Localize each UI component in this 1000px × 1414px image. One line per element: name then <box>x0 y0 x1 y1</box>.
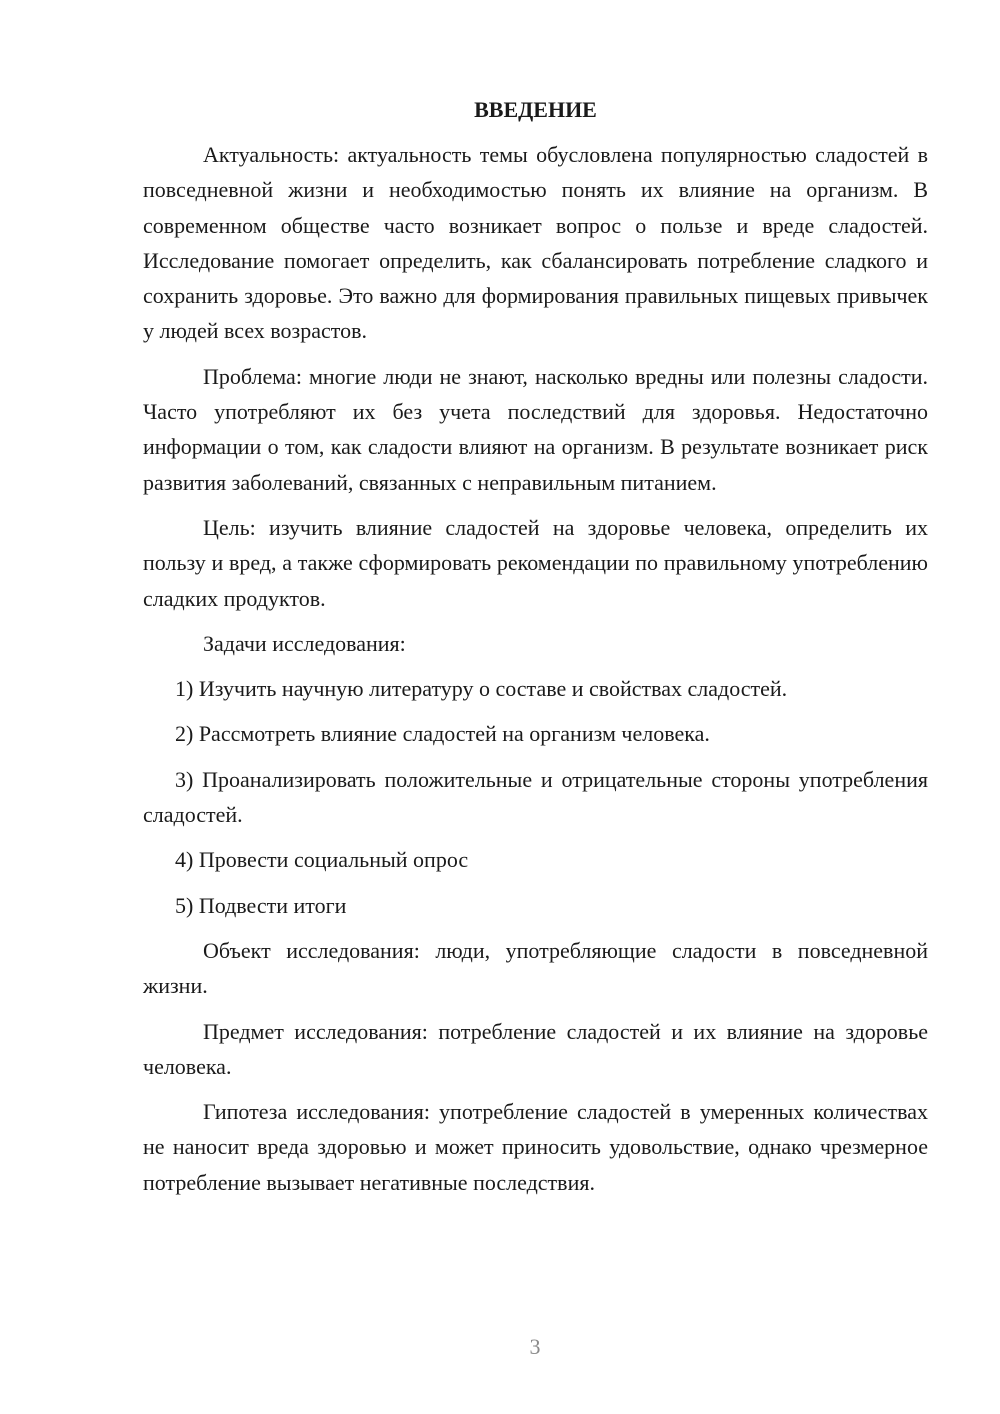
paragraph-subject: Предмет исследования: потребление сладостей и их влияние на здоровье человека. <box>143 1018 928 1079</box>
page-number: 3 <box>529 1334 541 1359</box>
task-item-3: 3) Проанализировать положительные и отрицательные стороны употребления сладостей. <box>143 766 928 828</box>
paragraph-goal: Цель: изучить влияние сладостей на здоровье человека, определить их пользу и вред, а также сформировать рекомендации по правильному употреблению сладких продуктов. <box>143 514 928 611</box>
task-item-1: 1) Изучить научную литературу о составе и свойствах сладостей. <box>175 676 788 702</box>
tasks-heading: Задачи исследования: <box>203 630 406 656</box>
paragraph-relevance: Актуальность: актуальность темы обусловлена популярностью сладостей в повседневной жизни и необходимостью понять их влияние на организм. В современном обществе часто возникает вопрос о пользе и вреде сладостей. Исследование помогает определить, как сбалансировать потребление сладкого и сохранить здоровье. Это важно для формирования правильных пищевых привычек у людей всех возрастов. <box>143 142 928 344</box>
page-title: ВВЕДЕНИЕ <box>474 97 597 122</box>
paragraph-problem: Проблема: многие люди не знают, насколько вредны или полезны сладости. Часто употребляют их без учета последствий для здоровья. Недостаточно информации о том, как сладости влияют на организм. В результате возникает риск развития заболеваний, связанных с неправильным питанием. <box>143 363 928 495</box>
paragraph-object: Объект исследования: люди, употребляющие сладости в повседневной жизни. <box>143 937 928 999</box>
paragraph-hypothesis: Гипотеза исследования: употребление сладостей в умеренных количествах не наносит вреда здоровью и может приносить удовольствие, однако чрезмерное потребление вызывает негативные последствия. <box>143 1099 928 1195</box>
task-item-4: 4) Провести социальный опрос <box>175 847 469 873</box>
page-content <box>143 92 928 1210</box>
task-item-2: 2) Рассмотреть влияние сладостей на организм человека. <box>175 721 710 747</box>
task-item-5: 5) Подвести итоги <box>175 892 347 918</box>
